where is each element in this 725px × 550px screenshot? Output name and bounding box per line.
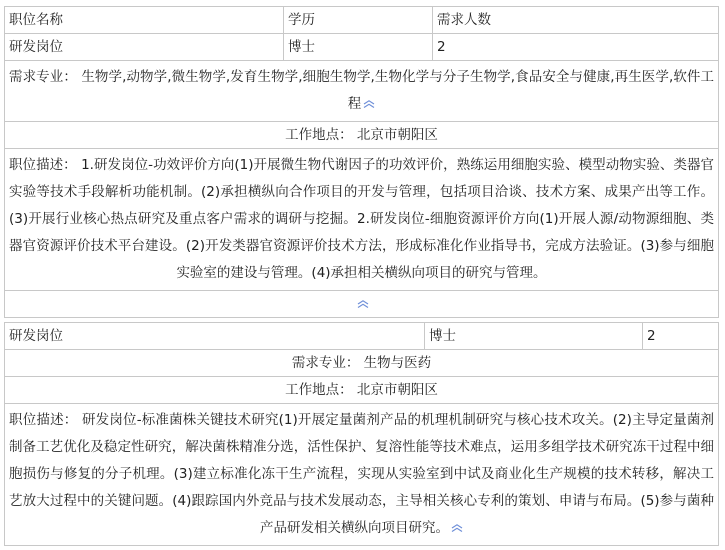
job-title: 研发岗位 [5, 34, 284, 61]
location-row-2 [5, 377, 719, 404]
description-cell [5, 404, 719, 546]
major-text: 生物与医药 [363, 355, 432, 371]
position-header: 职位名称 [5, 7, 284, 34]
job-count: 2 [643, 323, 719, 350]
location-text: 北京市朝阳区 [356, 382, 438, 398]
job-education: 博士 [425, 323, 643, 350]
collapse-cell [5, 291, 719, 318]
header-row [5, 7, 719, 34]
collapse-chevron-icon[interactable] [363, 100, 375, 108]
education-header: 学历 [284, 7, 433, 34]
collapse-row-1 [5, 291, 719, 318]
description-text: 研发岗位-标准菌株关键技术研究(1)开展定量菌剂产品的机理机制研究与核心技术攻关。(2)主导定量菌剂制备工艺优化及稳定性研究，解决菌株精准分选，活性保护、复溶性能等技术难点，运用多组学技术研究冻干过程中细胞损伤与修复的分子机理。(3)建立标准化冻干生产流程，实现从实验室到中试及商业化生产规模的技术转移，解决工艺放大过程中的关键问题。(4)跟踪国内外竞品与技术发展动态，主导相关核心专利的策划、申请与布局。(5)参与菌种产品研发相关横纵向项目研究。 [9, 412, 715, 536]
location-cell [5, 122, 719, 149]
job-education: 博士 [284, 34, 433, 61]
collapse-chevron-icon[interactable] [451, 524, 463, 532]
major-label: 需求专业： [9, 69, 77, 85]
location-label: 工作地点： [285, 382, 353, 398]
job-table-1 [4, 6, 719, 318]
major-row-2 [5, 350, 719, 377]
job-row-1 [5, 34, 719, 61]
location-cell [5, 377, 719, 404]
job-row-2 [5, 323, 719, 350]
description-text: 1.研发岗位-功效评价方向(1)开展微生物代谢因子的功效评价，熟练运用细胞实验、模型动物实验、类器官实验等技术手段解析功能机制。(2)承担横纵向合作项目的开发与管理，包括项目洽谈、技术方案、成果产出等工作。(3)开展行业核心热点研究及重点客户需求的调研与挖掘。2.研发岗位-细胞资源评价方向(1)开展人源/动物源细胞、类器官资源评价技术平台建设。(2)开发类器官资源评价技术方法，形成标准化作业指导书，完成方法验证。(3)参与细胞实验室的建设与管理。(4)承担相关横纵向项目的研究与管理。 [9, 157, 715, 281]
job-table-2 [4, 322, 719, 546]
job-title: 研发岗位 [5, 323, 425, 350]
major-cell [5, 350, 719, 377]
location-label: 工作地点： [285, 127, 353, 143]
major-row-1 [5, 61, 719, 122]
job-count: 2 [433, 34, 719, 61]
description-label: 职位描述： [9, 412, 78, 428]
location-row-1 [5, 122, 719, 149]
location-text: 北京市朝阳区 [356, 127, 438, 143]
major-cell [5, 61, 719, 122]
description-label: 职位描述： [9, 157, 77, 173]
major-text: 生物学,动物学,微生物学,发育生物学,细胞生物学,生物化学与分子生物学,食品安全与健康,再生医学,软件工程 [81, 69, 715, 112]
description-row-1 [5, 149, 719, 291]
description-cell [5, 149, 719, 291]
description-row-2 [5, 404, 719, 546]
collapse-chevron-icon[interactable] [357, 300, 369, 308]
major-label: 需求专业： [291, 355, 360, 371]
count-header: 需求人数 [433, 7, 719, 34]
